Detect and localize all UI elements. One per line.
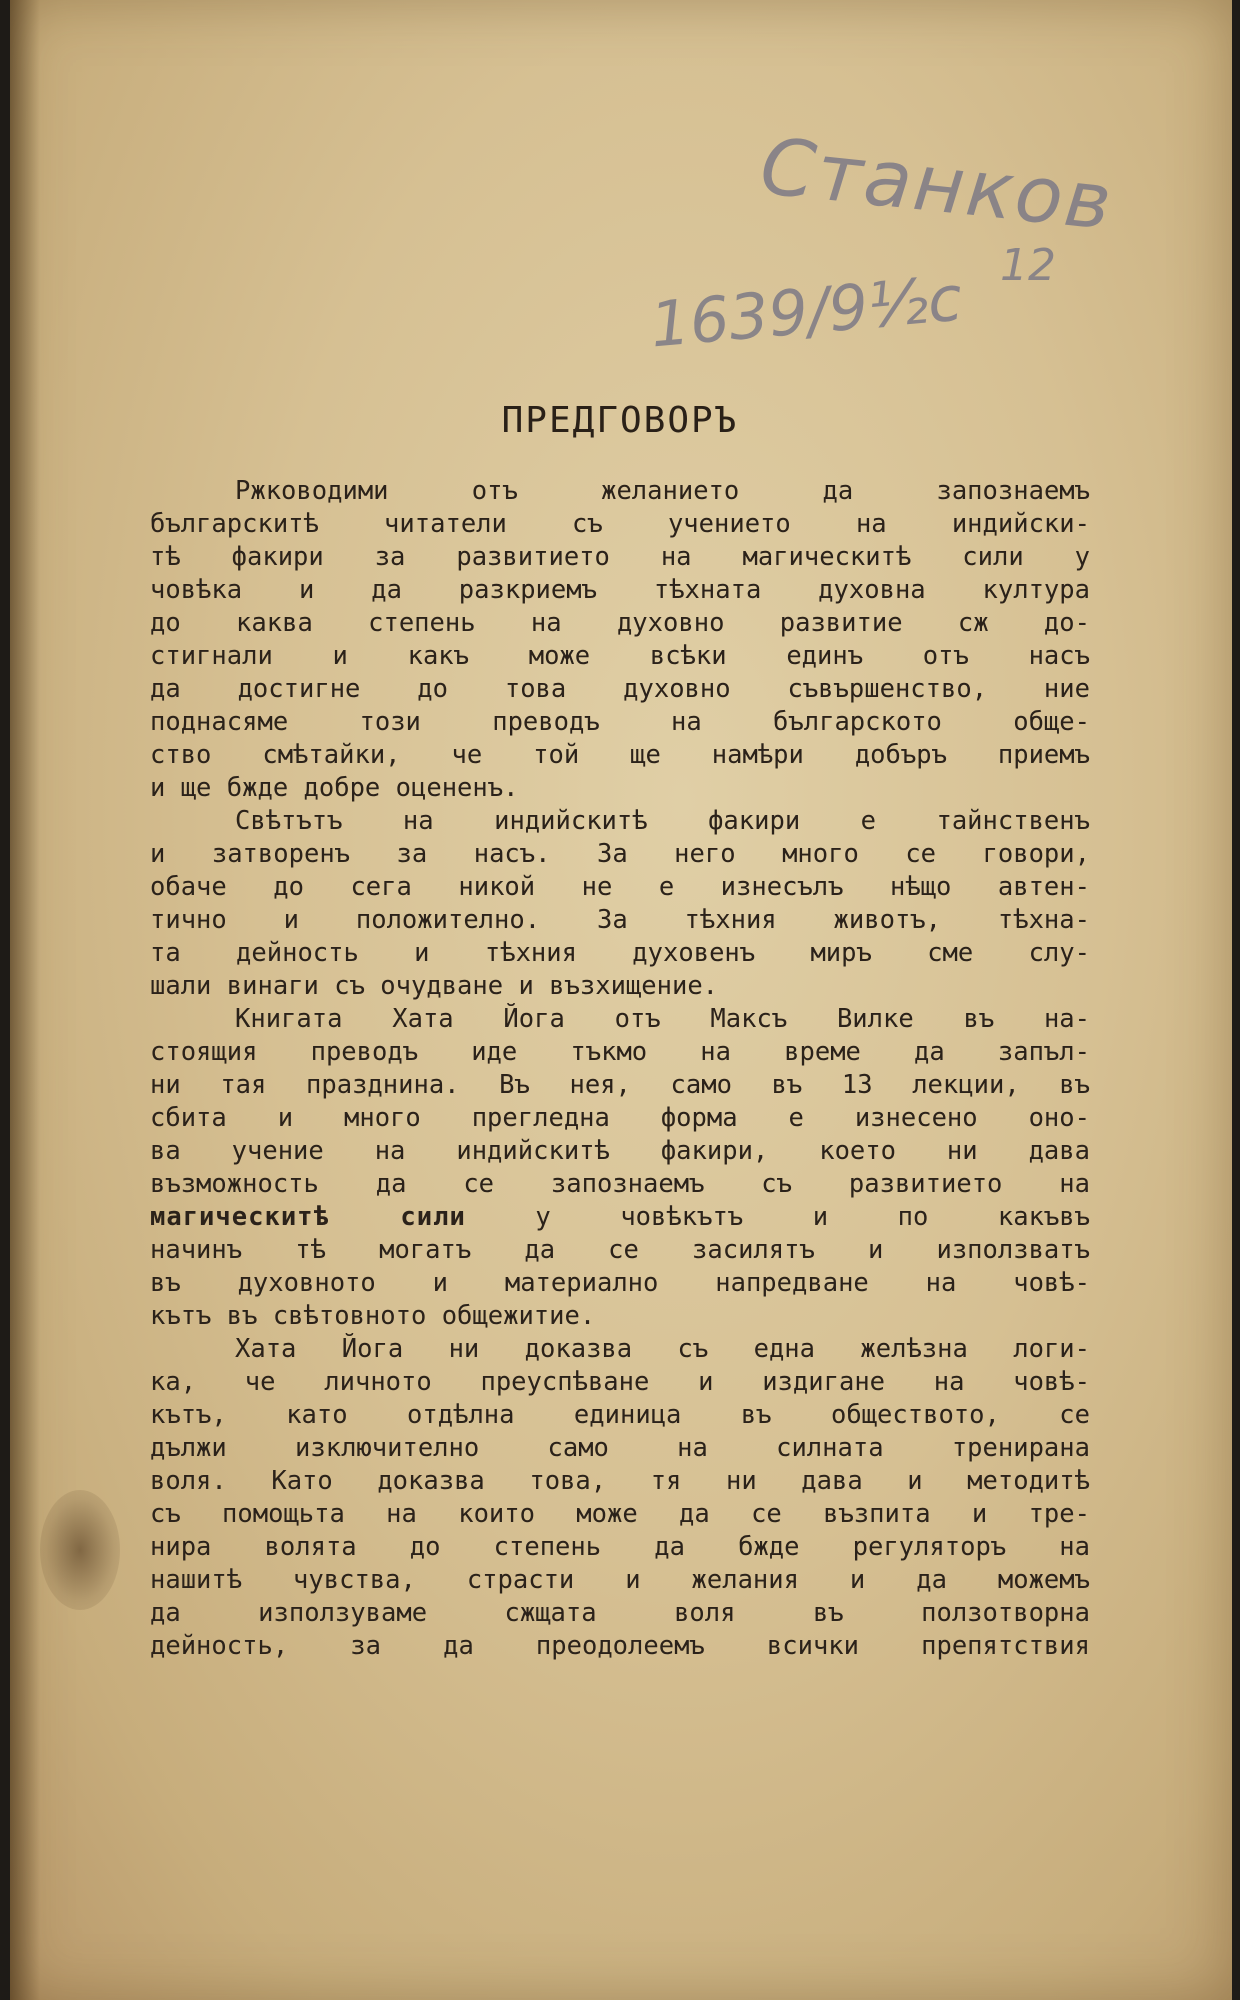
text-line: Хата Йога ни доказва съ една желѣзна логи-: [235, 1334, 1090, 1364]
text-line: начинъ тѣ могатъ да се засилятъ и използватъ: [150, 1235, 1090, 1265]
text-line: и ще бжде добре оцененъ.: [150, 773, 519, 803]
preface-text: [150, 475, 1090, 1663]
text-line: тично и положително. За тѣхния животъ, тѣхна-: [150, 905, 1090, 935]
text-line: Ржководими отъ желанието да запознаемъ: [235, 476, 1090, 506]
text-line: кътъ, като отдѣлна единица въ обществото, се: [150, 1400, 1090, 1430]
text-line: въ духовното и материално напредване на човѣ-: [150, 1268, 1090, 1298]
pencil-signature: Станков: [756, 121, 1118, 249]
text-line: Свѣтътъ на индийскитѣ факири е тайнственъ: [235, 806, 1090, 836]
text-line: шали винаги съ очудване и възхищение.: [150, 971, 719, 1001]
text-line: кътъ въ свѣтовното общежитие.: [150, 1301, 596, 1331]
text-line: ка, че личното преуспѣване и издигане на човѣ-: [150, 1367, 1090, 1397]
text-line: нира волята до степень да бжде регуляторъ на: [150, 1532, 1090, 1562]
text-line: та дейность и тѣхния духовенъ миръ сме слу-: [150, 938, 1090, 968]
text-line: нашитѣ чувства, страсти и желания и да можемъ: [150, 1565, 1090, 1595]
text-line: българскитѣ читатели съ учението на индийски-: [150, 509, 1090, 539]
text-line: да използуваме сжщата воля въ ползотворна: [150, 1598, 1090, 1628]
text-line: до каква степень на духовно развитие сж до-: [150, 608, 1090, 638]
text-line: човѣка и да разкриемъ тѣхната духовна култура: [150, 575, 1090, 605]
text-line: съ помощьта на които може да се възпита и тре-: [150, 1499, 1090, 1529]
pencil-call-number: 1639/9½с: [647, 261, 965, 362]
page-title: ПРЕДГОВОРЪ: [501, 400, 739, 441]
text-line: Книгата Хата Йога отъ Максъ Вилке въ на-: [235, 1004, 1090, 1034]
text-line: ни тая празднина. Въ нея, само въ 13 лекции, въ: [150, 1070, 1090, 1100]
text-line: тѣ факири за развитието на магическитѣ сили у: [150, 542, 1090, 572]
text-line: магическитѣ сили у човѣкътъ и по какъвъ: [150, 1202, 1091, 1232]
text-line: обаче до сега никой не е изнесълъ нѣщо автен-: [150, 872, 1090, 902]
text-line: да достигне до това духовно съвършенство, ние: [150, 674, 1090, 704]
text-line: и затворенъ за насъ. За него много се говори,: [150, 839, 1090, 869]
text-line: стоящия преводъ иде тъкмо на време да запъл-: [150, 1037, 1090, 1067]
text-line: стигнали и какъ може всѣки единъ отъ насъ: [150, 641, 1090, 671]
text-line: възможность да се запознаемъ съ развитието на: [150, 1169, 1090, 1199]
text-line: дължи изключително само на силната тренирана: [150, 1433, 1090, 1463]
text-line: сбита и много прегледна форма е изнесено оно-: [150, 1103, 1090, 1133]
pencil-number: 12: [1000, 240, 1056, 291]
text-line: дейность, за да преодолеемъ всички препятствия: [150, 1631, 1090, 1661]
text-line: ство смѣтайки, че той ще намѣри добъръ приемъ: [150, 740, 1090, 770]
text-line: поднасяме този преводъ на българското обще-: [150, 707, 1090, 737]
page-stain: [40, 1490, 120, 1610]
text-line: воля. Като доказва това, тя ни дава и методитѣ: [150, 1466, 1090, 1496]
text-line: ва учение на индийскитѣ факири, което ни дава: [150, 1136, 1090, 1166]
